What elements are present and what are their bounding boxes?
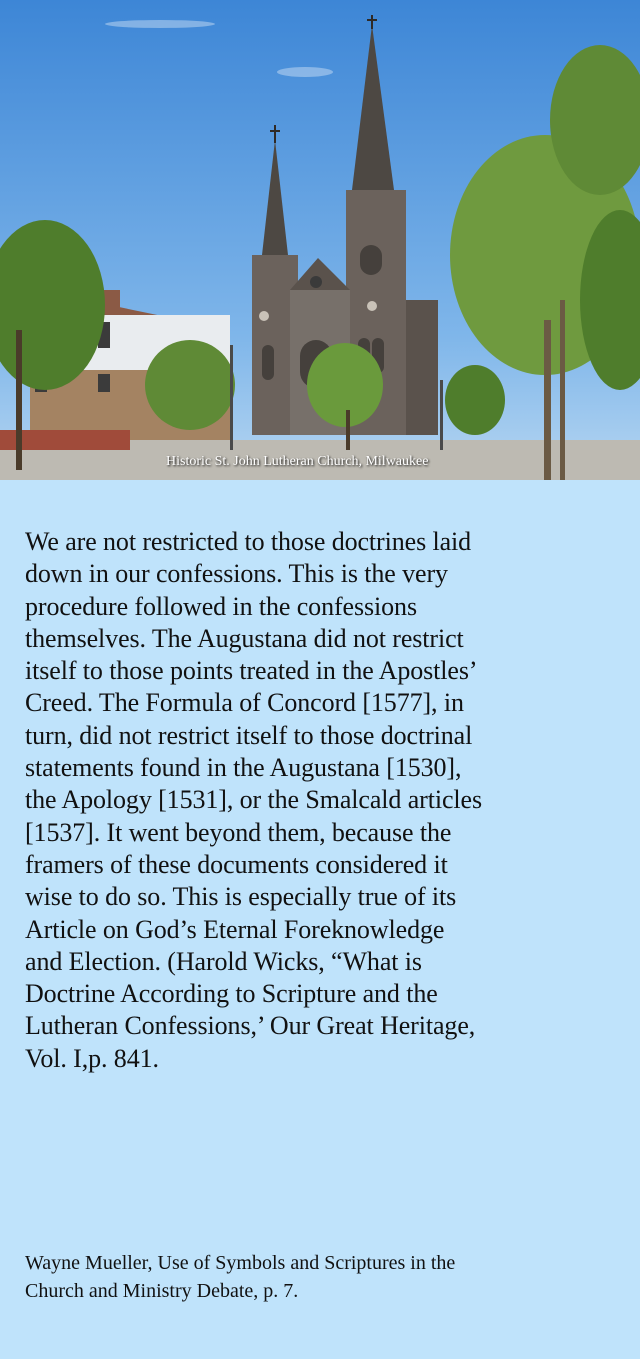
quote-line: We are not restricted to those doctrines laid — [25, 527, 472, 556]
quote-line: Doctrine According to Scripture and the — [25, 979, 438, 1009]
quote-line: Article on God’s Eternal Foreknowledge — [25, 914, 445, 944]
quote-line: the Apology [1531], or the Smalcald articles — [25, 785, 482, 815]
quote-line: down in our confessions. This is the very — [25, 559, 448, 589]
church-illustration — [0, 0, 640, 480]
quote-line: themselves. The Augustana did not restrict — [25, 623, 464, 653]
source-citation — [25, 1249, 630, 1305]
photo-caption: Historic St. John Lutheran Church, Milwaukee — [166, 454, 429, 469]
quote-line: framers of these documents considered it — [25, 849, 448, 879]
quote-line: procedure followed in the confessions — [25, 591, 417, 621]
quote-line: Vol. I,p. 841. — [25, 1043, 159, 1073]
quote-line: itself to those points treated in the Apostles’ — [25, 656, 478, 686]
quote-line: Creed. The Formula of Concord [1577], in — [25, 688, 464, 718]
church-photo — [0, 0, 640, 480]
quote-text — [25, 526, 630, 1075]
source-line: Wayne Mueller, Use of Symbols and Scriptures in the — [25, 1252, 456, 1274]
source-line: Church and Ministry Debate, p. 7. — [25, 1280, 299, 1302]
quote-line: statements found in the Augustana [1530], — [25, 753, 462, 783]
quote-line: wise to do so. This is especially true of its — [25, 882, 457, 912]
quote-line: and Election. (Harold Wicks, “What is — [25, 946, 422, 976]
quote-line: turn, did not restrict itself to those doctrinal — [25, 720, 473, 750]
quote-line: [1537]. It went beyond them, because the — [25, 817, 452, 847]
quote-line: Lutheran Confessions,’ Our Great Heritage, — [25, 1011, 476, 1041]
